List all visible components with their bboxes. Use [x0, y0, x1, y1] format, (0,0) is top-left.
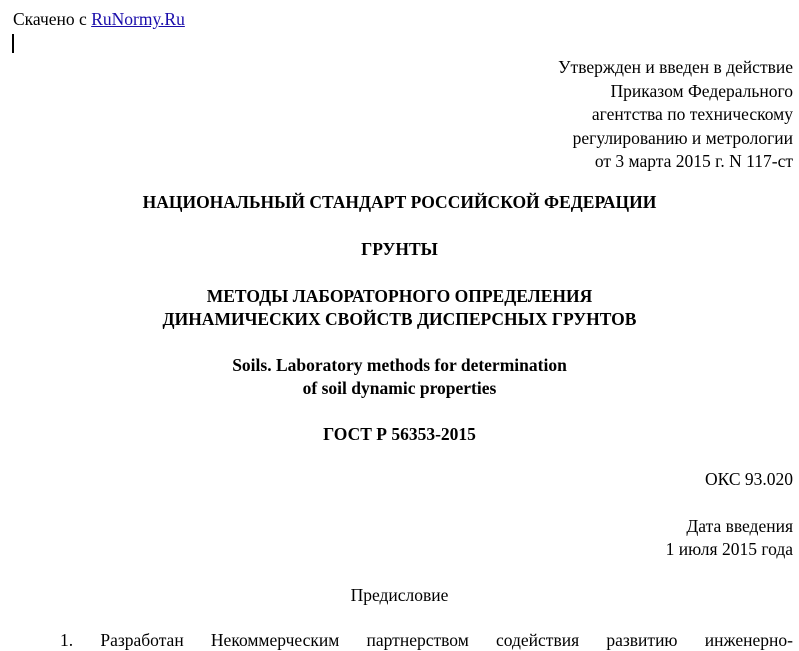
- preface-word: Разработан: [100, 630, 184, 650]
- standard-title: НАЦИОНАЛЬНЫЙ СТАНДАРТ РОССИЙСКОЙ ФЕДЕРАЦИИ: [142, 192, 657, 212]
- english-title-line2: of soil dynamic properties: [302, 378, 497, 398]
- approval-line: регулированию и метрологии: [572, 127, 793, 148]
- oks-code: ОКС 93.020: [704, 469, 793, 489]
- methods-title: [0, 285, 799, 331]
- download-source-prefix: Скачено с: [13, 9, 92, 29]
- download-source-line: [13, 9, 185, 30]
- approval-line: от 3 марта 2015 г. N 117-ст: [594, 151, 793, 171]
- approval-block: [558, 56, 793, 174]
- english-title: [0, 354, 799, 400]
- intro-date-label: Дата введения: [686, 516, 793, 536]
- intro-date-value: 1 июля 2015 года: [665, 539, 793, 559]
- subject-title: ГРУНТЫ: [361, 239, 438, 259]
- approval-line: Утвержден и введен в действие: [558, 57, 793, 77]
- intro-date-block: [666, 515, 793, 561]
- text-cursor: [12, 34, 14, 53]
- preface-word: Некоммерческим: [210, 630, 340, 650]
- methods-title-line2: ДИНАМИЧЕСКИХ СВОЙСТВ ДИСПЕРСНЫХ ГРУНТОВ: [162, 309, 637, 329]
- preface-word: партнерством: [366, 630, 469, 650]
- english-title-line1: Soils. Laboratory methods for determination: [232, 355, 567, 375]
- approval-line: Приказом Федерального: [610, 80, 793, 101]
- preface-word: развитию: [606, 630, 678, 650]
- approval-line: агентства по техническому: [591, 104, 793, 124]
- preface-heading: Предисловие: [350, 585, 449, 605]
- gost-code: ГОСТ Р 56353-2015: [323, 424, 476, 444]
- preface-word: инженерно-: [704, 630, 793, 650]
- methods-title-line1: МЕТОДЫ ЛАБОРАТОРНОГО ОПРЕДЕЛЕНИЯ: [206, 286, 593, 306]
- preface-word: содействия: [495, 630, 580, 650]
- runormy-link[interactable]: RuNormy.Ru: [91, 9, 185, 29]
- preface-word: 1.: [60, 630, 74, 650]
- preface-item-1: [60, 630, 793, 651]
